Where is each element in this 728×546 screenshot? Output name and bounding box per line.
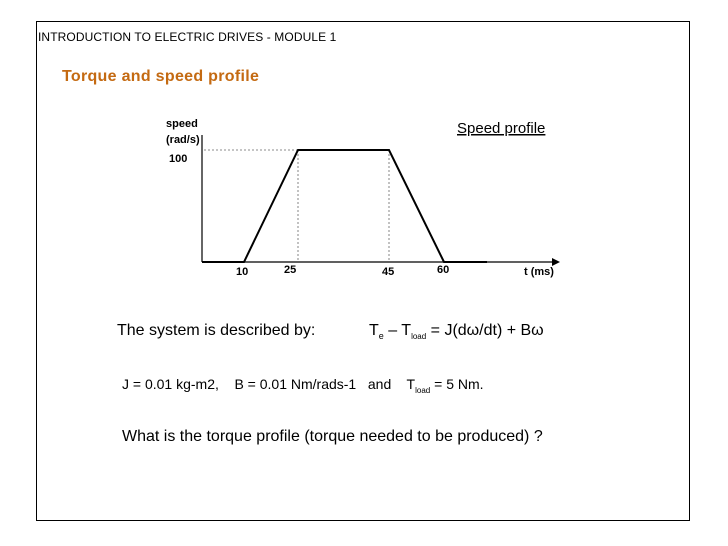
- chart-title: Speed profile: [457, 120, 546, 137]
- x-axis-arrowhead: [552, 258, 560, 266]
- eq-sub-e: e: [378, 331, 384, 341]
- x-tick-10: 10: [236, 266, 249, 278]
- x-tick-60: 60: [437, 264, 450, 276]
- eq-rhs: = J(dω/dt) + Bω: [426, 322, 544, 339]
- x-tick-45: 45: [382, 266, 395, 278]
- params-tload-value: = 5 Nm.: [430, 376, 484, 392]
- speed-profile-line: [202, 150, 487, 262]
- y-tick-label: 100: [169, 153, 188, 165]
- params-sub-load: load: [415, 386, 431, 395]
- eq-sub-load: load: [411, 332, 427, 341]
- y-axis-label-line2: (rad/s): [166, 134, 200, 146]
- params-j-b: J = 0.01 kg-m2, B = 0.01 Nm/rads-1 and T: [122, 376, 416, 392]
- system-parameters: [122, 376, 484, 395]
- x-tick-25: 25: [284, 264, 297, 276]
- module-header: INTRODUCTION TO ELECTRIC DRIVES - MODULE 1: [38, 30, 337, 44]
- slide-title: Torque and speed profile: [62, 68, 260, 85]
- question-text: What is the torque profile (torque needed to be produced) ?: [122, 428, 543, 445]
- system-description: The system is described by:: [117, 322, 316, 339]
- x-axis-label: t (ms): [524, 266, 554, 278]
- eq-T: T: [369, 322, 379, 339]
- eq-minus-T: – T: [383, 322, 412, 339]
- y-axis-label-line1: speed: [166, 118, 198, 130]
- torque-equation: [369, 322, 544, 340]
